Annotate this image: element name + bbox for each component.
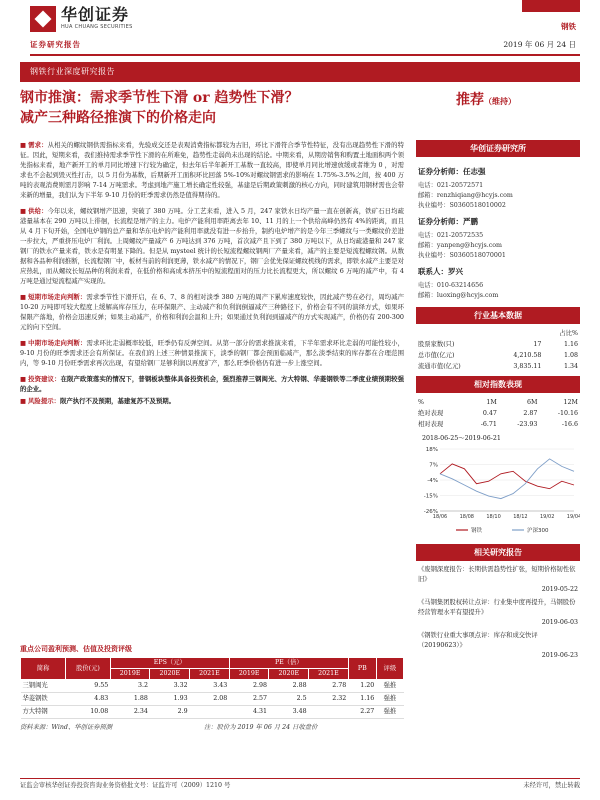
institute-header: 华创证券研究所: [416, 140, 580, 157]
analyst-role: 证券分析师：: [418, 167, 463, 176]
mid-term-lead: 中期市场走向判断：: [28, 339, 87, 347]
short-term-paragraph: [20, 292, 404, 332]
logo-en-text: HUA CHUANG SECURITIES: [61, 24, 133, 31]
table-cell: 2.9: [150, 706, 190, 719]
related-report-date: 2019-05-22: [541, 585, 578, 593]
risk-lead: 风险提示：: [28, 397, 60, 405]
table-row: [416, 408, 580, 419]
table-row: [416, 350, 580, 361]
table-cell: 0.47: [482, 409, 497, 417]
analyst-person: 罗兴: [448, 266, 463, 276]
sidebar: [416, 140, 580, 664]
table-cell: 2.78: [309, 680, 349, 693]
company-forecast: [20, 644, 404, 732]
table-cell: 4.31: [229, 706, 269, 719]
analyst-contact: 电话：021-20572571: [418, 181, 484, 189]
basic-data-table: [416, 328, 580, 372]
table-header-cell: 评级: [376, 658, 403, 680]
analyst-name: [418, 167, 578, 178]
table-header-cell: 简称: [21, 658, 66, 680]
industry-label: 钢铁: [561, 22, 576, 31]
logo-mark-icon: [30, 6, 56, 32]
table-cell: 4.83: [66, 693, 111, 706]
table-cell: 2.88: [269, 680, 309, 693]
table-cell: 4,210.58: [513, 351, 542, 359]
table-header-cell: PB: [348, 658, 376, 680]
analyst-contact: 电话：010-63214656: [418, 281, 484, 289]
short-term-text: 需求季节性下滑开启，在 6、7、8 的相对淡季 380 万吨的周产下累库速度较快，因此减产势在必行，周均减产 10-20 万吨即可较大程度上缓解高库存压力，在环保限产、主动减产和负利润倒逼减产三种路径下，价格会有不同的演绎方式，如果环保限产落地，价格会迅速反弹；如果主动减产，价格和利润会温和上升；如果通过负利润到逼减产的方式实现减产，价格仍有 200-300 元的向下空间。: [20, 293, 405, 331]
table-cell: 1.34: [563, 362, 578, 370]
related-reports-header: 相关研究报告: [416, 544, 580, 561]
y-tick-label: 18%: [425, 446, 438, 453]
main-body: [20, 140, 404, 412]
x-tick-label: 18/06: [432, 513, 448, 520]
report-header: [0, 0, 600, 62]
price-chart: [416, 434, 580, 540]
table-header-cell: [492, 328, 544, 339]
analyst-role: 联系人：: [418, 266, 448, 276]
table-cell: 流通市值(亿元): [418, 362, 461, 370]
analyst-list: [416, 157, 580, 303]
footer-license: 证监会审核华创证券投资咨询业务资格批文号：证监许可（2009）1210 号: [20, 782, 231, 789]
logo-cn-text: 华创证券: [61, 5, 130, 25]
table-row: [21, 693, 404, 706]
investment-text: 在限产政策落实的情况下，普钢板块整体具备投资机会，强烈推荐三钢闽光、方大特钢、华菱钢铁等二季度业绩预期较强的企业。: [20, 375, 405, 393]
rating: [456, 90, 516, 110]
table-cell: 3.2: [110, 680, 150, 693]
page-footer: [20, 778, 580, 790]
y-tick-label: 7%: [429, 462, 438, 469]
mid-term-paragraph: [20, 338, 404, 368]
table-cell: 方大特钢: [21, 706, 66, 719]
analyst-contact: 邮箱：yanpeng@hcyjs.com: [418, 241, 503, 249]
report-title: 钢市推演：需求季节性下滑 or 趋势性下滑？: [20, 90, 299, 106]
table-cell: 强推: [376, 706, 403, 719]
table-header-cell: 6M: [526, 398, 538, 406]
table-row: [21, 680, 404, 693]
short-term-lead: 短期市场走向判断：: [28, 293, 87, 301]
table-header-cell: [416, 328, 492, 339]
table-header-cell: 2020E: [269, 669, 309, 680]
bullet-icon: ■: [20, 397, 27, 405]
risk-text: 限产执行不及预期，基建复苏不及预期。: [60, 397, 176, 405]
table-cell: 2.08: [190, 693, 230, 706]
related-report-date: 2019-06-23: [541, 651, 578, 659]
report-date: 2019 年 06 月 24 日: [503, 40, 576, 49]
table-group-header: PE（倍）: [229, 658, 348, 669]
table-cell: 1.08: [563, 351, 578, 359]
risk-paragraph: [20, 396, 404, 406]
table-cell: 9.55: [66, 680, 111, 693]
related-report-title: 《马钢集团股权转让点评：行业集中度再提升，马钢股份经营管理水平有望提升》: [418, 598, 576, 616]
table-cell: 3.48: [269, 706, 309, 719]
table-cell: [309, 706, 349, 719]
x-tick-label: 19/02: [539, 513, 555, 520]
table-cell: 1.16: [348, 693, 376, 706]
y-tick-label: -15%: [423, 493, 438, 500]
table-cell: 绝对表现: [418, 409, 444, 417]
table-header-cell: 股价(元): [66, 658, 111, 680]
table-cell: -6.71: [480, 420, 497, 428]
analyst-person: 严鹏: [463, 216, 478, 226]
table-cell: 2.87: [523, 409, 538, 417]
source-text: 资料来源：Wind、华创证券预测: [20, 724, 113, 732]
note-text: 注：股价为 2019 年 06 月 24 日收盘价: [204, 724, 318, 732]
related-reports-list: [416, 565, 580, 661]
table-cell: 1.20: [348, 680, 376, 693]
rating-value: 推荐: [456, 92, 484, 108]
x-tick-label: 18/08: [459, 513, 475, 520]
header-divider: [30, 54, 580, 56]
series-line-0: [440, 464, 574, 489]
demand-lead: 需求：: [28, 141, 48, 149]
legend-label: 钢铁: [471, 527, 483, 534]
mid-term-text: 需求环比走弱概率较低，旺季仍有反弹空间。从第一部分的需求推演来看，下半年需求环比走弱的可能性较小，9-10 月份的旺季需求还会有所保证。在我们的上述三种情景推演下，淡季的钢厂都会预面临减产，那么淡季结束的库存都在合理范围内，等 9-10 月份旺季需求再次出现，有望给钢厂足够利润以再度扩产，那么旺季价格仍有进一步上涨空间。: [20, 339, 405, 367]
demand-paragraph: [20, 140, 404, 200]
report-type: 证券研究报告: [30, 40, 81, 49]
table-cell: 强推: [376, 680, 403, 693]
table-cell: 1.16: [563, 340, 578, 348]
analyst-name: [418, 217, 578, 228]
table-row: [21, 706, 404, 719]
bullet-icon: ■: [20, 375, 27, 383]
table-header-cell: 占比%: [559, 329, 578, 337]
table-cell: 股票家数(只): [418, 340, 455, 348]
analyst-contact: 邮箱：luoxing@hcyjs.com: [418, 291, 499, 299]
analyst-name: [418, 267, 578, 278]
table-row: [416, 419, 580, 430]
related-report-date: 2019-06-03: [541, 618, 578, 626]
table-cell: 17: [533, 340, 542, 348]
analyst-person: 任志强: [463, 167, 486, 176]
table-cell: 2.98: [229, 680, 269, 693]
table-cell: 相对表现: [418, 420, 444, 428]
table-cell: -23.93: [517, 420, 538, 428]
investment-paragraph: [20, 374, 404, 394]
table-cell: 1.93: [150, 693, 190, 706]
demand-text: 从相关的螺纹钢供需指标来看，先验成交还是表观消费指标都较为古旧，环比下滑符合季节性特征，没有出现趋势性下滑的特征。因此，短期来看，我们推持需求季节性下滑的在所难免，趋势性走弱尚未出现的结论。中期来看，从期房销售和购置土地面积两个领先指标来看，地产新开工的单月同比增速下行较为确定，但去年后半年新开工基数一直较高，即使单月同比增速放缓或者维为 0 ，对需求也不会起到毁灭性打击，以 5 月份为基数，后期新开工面积环比回落 5%-10%对螺纹钢需求的影响在 1.75%-3.5%之间，按 400 万吨的表观消费则需月影响 7-14 万吨需求。考虑到地产施工增长确定性较强，基建是后期政策刺激的核心方向，同时建筑用钢材需也会带来新的增量，我们认为下半年 9-10 月份的旺季需求仍然是值得期待的。: [20, 141, 405, 199]
header-accent-tab: [522, 0, 580, 12]
table-cell: 总市值(亿元): [418, 351, 455, 359]
supply-text: 今年以来，螺纹钢增产迅速，突破了 380 万吨。分工艺来看，进入 5 月，247 家铁水日均产量一直在创新高，铁矿石日均疏港量基本在 290 万吨以上徘徊，长流程是增产的主力。电炉产能利用率距离去年 10、11 月的上一个供给高峰仍然有 4%的距离，而且从 4 月下旬开始，全国电炉钢的总产量和华东电炉的产能利用率就没有进一步抬升，制约电炉增产的是今年三季螺纹与一类螺纹价差进一步拉大，严重挤压电炉厂利润。上周螺纹产量减产 6 万吨达到 376 万吨，首次减产且下到了 380 万吨以下，从日均疏港量和 247 家钢厂的铁水产量来看，铁水是有明显下降的。但是从 mysteel 统计的长短流程螺纹钢两厂产量来看，减产的主要是短流程螺纹钢。从数据和各品种利润推断，长流程钢厂中，板材当前的利润更薄，铁水减产的情况下，钢厂会优先保证螺纹机线的需求，即铁水减产主要是对应热轧，而从螺纹长短品种的利润来看，在低价格和高成本挤压中的短流程面对的压力比长流程更大，所以螺纹 6 万吨的减产中，有 4 万吨是通过短流程减产实现的。: [20, 207, 404, 285]
table-header-cell: 2019E: [229, 669, 269, 680]
bullet-icon: ■: [20, 207, 27, 215]
relative-perf-header: 相对指数表现: [416, 376, 580, 393]
table-cell: 2.57: [229, 693, 269, 706]
series-line-1: [440, 459, 574, 499]
analyst-contact: 执业编号：S0360518010002: [418, 201, 506, 209]
relative-perf-table: [416, 397, 580, 430]
table-group-header: EPS（元）: [110, 658, 229, 669]
table-cell: 三钢闽光: [21, 680, 66, 693]
category-band-text: 钢铁行业深度研究报告: [30, 67, 115, 76]
table-cell: 2.32: [309, 693, 349, 706]
table-cell: 强推: [376, 693, 403, 706]
table-cell: -10.16: [557, 409, 578, 417]
related-report-title: 《废钢深度报告：长期供需趋势性扩张，短期价格韧性依旧》: [418, 565, 576, 583]
table-cell: 2.5: [269, 693, 309, 706]
bullet-icon: ■: [20, 141, 27, 149]
bullet-icon: ■: [20, 339, 27, 347]
analyst-role: 证券分析师：: [418, 216, 463, 226]
report-subtitle: 减产三种路径推演下的价格走向: [20, 110, 216, 126]
company-logo: [30, 6, 133, 32]
footer-copyright: 未经许可，禁止转载: [523, 782, 580, 789]
table-cell: -16.6: [561, 420, 578, 428]
supply-paragraph: [20, 206, 404, 286]
table-header-cell: %: [418, 398, 424, 406]
bullet-icon: ■: [20, 293, 27, 301]
table-header-cell: 1M: [486, 398, 497, 406]
category-band: [20, 62, 580, 82]
rating-note: （维持）: [484, 96, 516, 106]
table-row: [416, 361, 580, 372]
x-tick-label: 18/12: [513, 513, 528, 520]
table-cell: 3.43: [190, 680, 230, 693]
table-cell: 3.32: [150, 680, 190, 693]
table-cell: 1.88: [110, 693, 150, 706]
table-row: [416, 339, 580, 350]
table-cell: 2.27: [348, 706, 376, 719]
table-cell: 2.34: [110, 706, 150, 719]
company-table-title: 重点公司盈利预测、估值及投资评级: [20, 644, 132, 653]
table-cell: 华菱钢铁: [21, 693, 66, 706]
table-source: [20, 723, 404, 732]
table-header-cell: 2021E: [309, 669, 349, 680]
related-report-title: 《钢铁行业重大事项点评：库存和成交快评（20190623）》: [418, 631, 538, 649]
analyst-contact: 电话：021-20572535: [418, 231, 484, 239]
legend-label: 沪深300: [527, 527, 549, 534]
chart-svg: [416, 445, 580, 537]
table-header-cell: 12M: [563, 398, 578, 406]
y-tick-label: -4%: [427, 477, 438, 484]
x-tick-label: 19/04: [566, 513, 580, 520]
table-cell: 10.08: [66, 706, 111, 719]
table-header-cell: 2021E: [190, 669, 230, 680]
y-tick-label: -26%: [423, 508, 438, 515]
table-header-cell: 2019E: [110, 669, 150, 680]
basic-data-header: 行业基本数据: [416, 307, 580, 324]
table-cell: 3,835.11: [513, 362, 542, 370]
x-tick-label: 18/10: [486, 513, 501, 520]
investment-lead: 投资建议：: [28, 375, 61, 383]
company-forecast-table: [20, 657, 404, 719]
analyst-contact: 邮箱：renzhiqiang@hcyjs.com: [418, 191, 513, 199]
chart-caption: 2018-06-25～2019-06-21: [422, 434, 501, 442]
table-header-cell: 2020E: [150, 669, 190, 680]
supply-lead: 供给：: [28, 207, 48, 215]
table-cell: [190, 706, 230, 719]
analyst-contact: 执业编号：S0360518070001: [418, 251, 506, 259]
